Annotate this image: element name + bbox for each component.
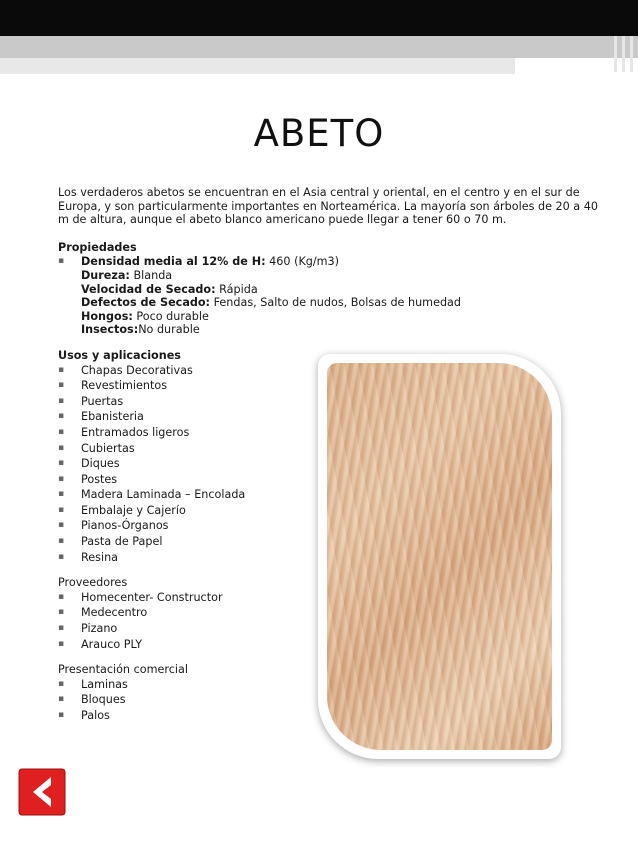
insectos-value: No durable [138, 323, 200, 337]
list-item: ▪ Diques [58, 457, 608, 471]
list-item: ▪ Cubiertas [58, 442, 608, 456]
defectos-line [81, 296, 608, 310]
hongos-value: Poco durable [132, 309, 209, 323]
list-item: ▪ Pasta de Papel [58, 535, 608, 549]
intro-paragraph: Los verdaderos abetos se encuentran en el Asia central y oriental, en el centro y en el sur de Europa, y son particularmente importantes en Norteamérica. La mayoría son árboles de 20 a 40 m de altura, aunque el abeto blanco americano puede llegar a tener 60 o 70 m. [58, 186, 598, 227]
dureza-value: Blanda [129, 268, 173, 282]
proveedores-heading: Proveedores [58, 576, 128, 590]
velocidad-label: Velocidad de Secado: [81, 282, 216, 296]
defectos-value: Fendas, Salto de nudos, Bolsas de humedad [210, 296, 462, 310]
insectos-line [81, 323, 608, 337]
usos-heading: Usos y aplicaciones [58, 348, 181, 362]
grey-bar-stripe [614, 36, 617, 72]
presentacion-heading: Presentación comercial [58, 663, 188, 677]
list-item: ▪ Entramados ligeros [58, 426, 608, 440]
densidad-label: Densidad media al 12% de H: [81, 255, 266, 269]
grey-bar-notch [0, 58, 515, 74]
list-item [58, 255, 608, 337]
list-item: ▪ Pianos-Órganos [58, 519, 608, 533]
list-item: ▪ Bloques [58, 693, 608, 707]
propiedades-heading: Propiedades [58, 240, 137, 254]
list-item: ▪ Ebanisteria [58, 410, 608, 424]
list-item: ▪ Laminas [58, 678, 608, 692]
page-title: ABETO [253, 112, 385, 155]
grey-bar-stripe [630, 36, 633, 72]
densidad-value: 460 (Kg/m3) [265, 255, 340, 269]
list-item: ▪ Puertas [58, 395, 608, 409]
top-grey-bar [0, 36, 638, 58]
velocidad-line [81, 283, 608, 297]
hongos-label: Hongos: [81, 309, 133, 323]
dureza-line [81, 269, 608, 283]
propiedades-list [58, 255, 608, 337]
wood-sample-frame [318, 354, 561, 759]
grey-bar-stripe [622, 36, 625, 72]
back-arrow-svg [18, 768, 66, 816]
top-black-bar [0, 0, 638, 36]
list-item: ▪ Pizano [58, 622, 608, 636]
dureza-label: Dureza: [81, 268, 130, 282]
velocidad-value: Rápida [215, 282, 258, 296]
list-item: ▪ Resina [58, 551, 608, 565]
list-item: ▪ Homecenter- Constructor [58, 591, 608, 605]
propiedades-section [58, 241, 608, 337]
list-item: ▪ Revestimientos [58, 379, 608, 393]
hongos-line [81, 310, 608, 324]
list-item: ▪ Medecentro [58, 606, 608, 620]
list-item: ▪ Chapas Decorativas [58, 364, 608, 378]
wood-texture-image [327, 363, 552, 750]
back-arrow-icon[interactable] [18, 768, 66, 816]
list-item: ▪ Embalaje y Cajerío [58, 504, 608, 518]
densidad-line [81, 255, 608, 269]
list-item: ▪ Arauco PLY [58, 638, 608, 652]
list-item: ▪ Postes [58, 473, 608, 487]
list-item: ▪ Palos [58, 709, 608, 723]
defectos-label: Defectos de Secado: [81, 296, 211, 310]
list-item: ▪ Madera Laminada – Encolada [58, 488, 608, 502]
insectos-label: Insectos: [81, 323, 139, 337]
